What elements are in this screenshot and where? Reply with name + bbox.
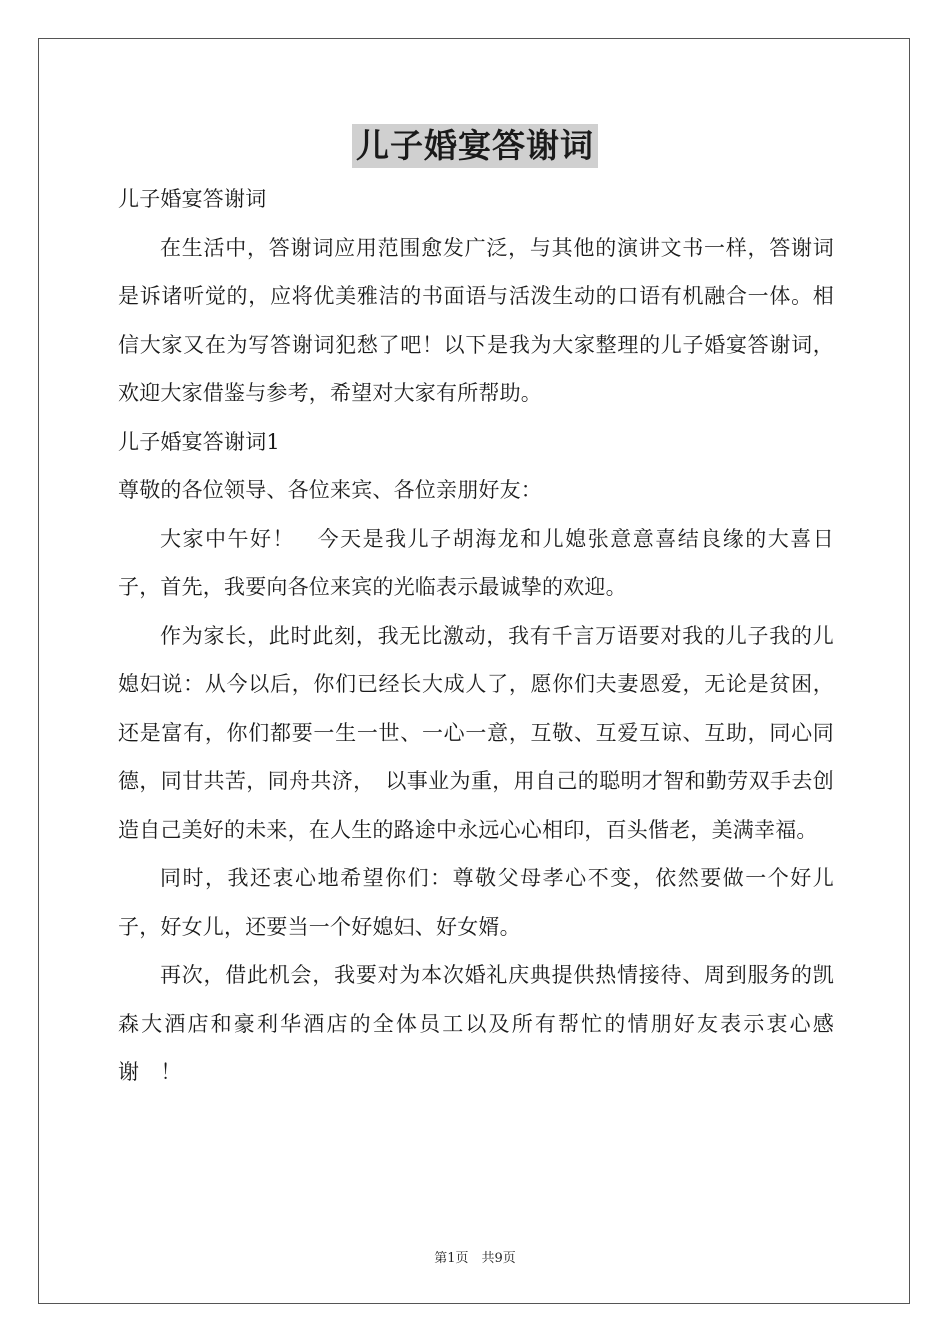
paragraph: 再次，借此机会，我要对为本次婚礼庆典提供热情接待、周到服务的凯森大酒店和豪利华酒店的全体员工以及所有帮忙的情朋好友表示衷心感谢 ！ [118,963,834,1084]
document-body [118,175,834,1097]
paragraph: 作为家长，此时此刻，我无比激动，我有千言万语要对我的儿子我的儿媳妇说：从今以后，你们已经长大成人了，愿你们夫妻恩爱，无论是贫困，还是富有，你们都要一生一世、一心一意，互敬、互爱互谅、互助，同心同德，同甘共苦，同舟共济， 以事业为重，用自己的聪明才智和勤劳双手去创造自己美好的未来，在人生的路途中永远心心相印，百头偕老，美满幸福。 [118,623,834,842]
section-heading: 儿子婚宴答谢词1 [118,429,280,454]
document-title: 儿子婚宴答谢词 [352,124,598,168]
page-number-footer: 第1页 共9页 [434,1251,516,1266]
paragraph: 同时，我还衷心地希望你们：尊敬父母孝心不变，依然要做一个好儿子，好女儿，还要当一个好媳妇、好女婿。 [118,866,834,939]
paragraph: 儿子婚宴答谢词 [118,187,267,211]
salutation: 尊敬的各位领导、各位来宾、各位亲朋好友： [118,478,542,502]
paragraph: 大家中午好！ 今天是我儿子胡海龙和儿媳张意意喜结良缘的大喜日子，首先，我要向各位来宾的光临表示最诚挚的欢迎。 [118,526,834,599]
title-container [0,124,950,168]
paragraph: 在生活中，答谢词应用范围愈发广泛，与其他的演讲文书一样，答谢词是诉诸听觉的，应将优美雅洁的书面语与活泼生动的口语有机融合一体。相信大家又在为写答谢词犯愁了吧！以下是我为大家整理的儿子婚宴答谢词，欢迎大家借鉴与参考，希望对大家有所帮助。 [118,235,834,405]
